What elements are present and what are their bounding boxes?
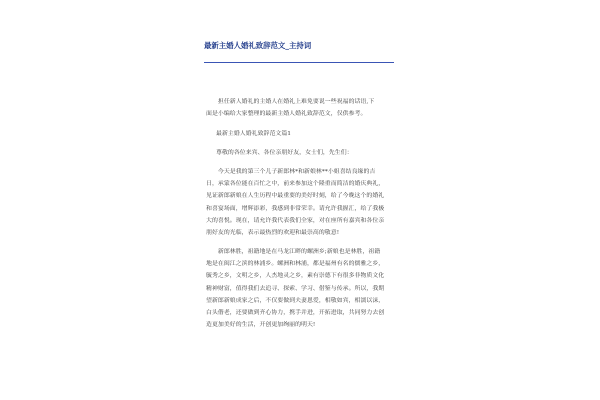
text-line: 大的喜悦。现在，请允许我代表我们全家，对在座所有嘉宾和各位亲 [206, 217, 385, 224]
salutation: 尊敬的各位来宾、各位亲朋好友，女士们，先生们： [216, 150, 353, 156]
title-divider [204, 62, 394, 63]
section-heading: 最新主婚人婚礼致辞范文篇1 [216, 131, 292, 137]
text-line: 见证新郎新娘在人生历程中最重要的美好时刻，给了今晚这个的婚礼 [206, 193, 385, 200]
body-paragraph-2 [206, 246, 396, 331]
text-line: 日，承蒙各位能在百忙之中，前来参加这个隆重而简洁的婚庆典礼， [206, 181, 385, 188]
text-line: 白头偕老，还要做到齐心协力，携手并进，开拓进取，共同努力去创 [206, 310, 385, 317]
body-paragraph-1 [206, 166, 396, 239]
text-line: 地是在闽江之滨的林浦乡。螺洲和林浦，都是福州有名的儒雅之乡， [206, 261, 385, 268]
text-line: 担任新人婚礼的主婚人在婚礼上难免要说一些祝福的话语,下 [206, 99, 375, 105]
intro-paragraph [206, 96, 396, 120]
text-line: 新郎林胜，祖籍地是在马龙江畔的螺洲乡;新娘也是林胜，祖籍 [206, 249, 381, 255]
text-line: 今天是我的第三个儿子新郎林*和新娘林**小姐喜结良缘的吉 [206, 169, 376, 175]
text-line: 望新郎新娘成家之后，不仅要做到夫妻恩爱，相敬如宾，相濡以沫， [206, 297, 385, 304]
text-line: 毓秀之乡，文明之乡，人杰地灵之乡，素有崇德下有很多非物质文化 [206, 273, 385, 280]
text-line: 精神财富，值得我们去追寻、探索、学习、借鉴与传承。所以，我期 [206, 285, 385, 292]
document-title: 最新主婚人婚礼致辞范文_主持词 [204, 41, 312, 50]
text-line: 面是小编给大家整理的最新主婚人婚礼致辞范文，仅供参考。 [206, 111, 367, 118]
text-line: 朋好友的光临，表示最热烈的欢迎和最崇高的敬意! [206, 230, 340, 237]
text-line: 造更加美好的生活，开创更加绚丽的明天! [206, 322, 316, 329]
text-line: 和喜宴场面，增辉添彩，我感到非常荣幸。请允许我握汇，给了我极 [206, 205, 385, 212]
